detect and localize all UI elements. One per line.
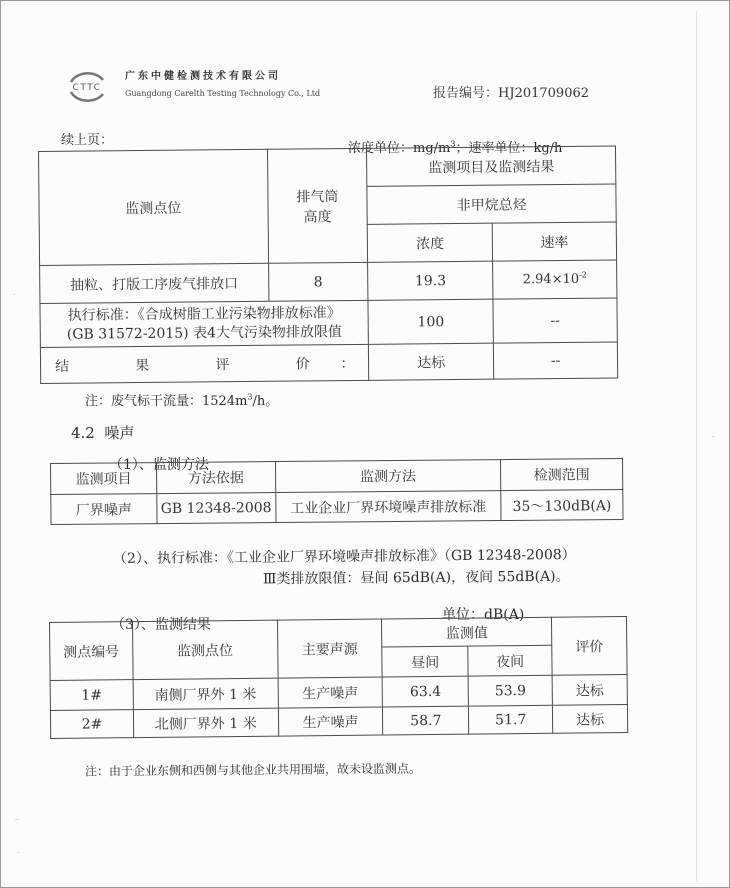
cell-point: 北侧厂界外 1 米 — [133, 708, 278, 738]
header-values: 监测值 — [382, 617, 552, 647]
header-group: 监测项目及监测结果 — [367, 146, 616, 186]
header-id: 测点编号 — [50, 622, 133, 681]
svg-text:CTTC: CTTC — [72, 83, 102, 93]
cell-range: 35～130dB(A) — [501, 490, 623, 521]
header-height: 排气筒 高度 — [267, 148, 368, 263]
report-number-value: HJ201709062 — [498, 86, 590, 101]
results-unit: 单位：dB(A) — [442, 607, 525, 623]
section-number: 4.2 — [71, 424, 95, 442]
scan-edge-line — [696, 11, 697, 881]
cell-conc: 19.3 — [368, 261, 493, 300]
cell-height: 8 — [268, 262, 368, 301]
conc-unit: 浓度单位：mg/m — [348, 141, 451, 156]
scan-artifact: · — [13, 291, 16, 299]
cell-point: 抽粒、打版工序废气排放口 — [40, 263, 269, 303]
exhaust-note: 注：废气标干流量：$1524m^3/h$。 — [85, 392, 279, 409]
cell-id: 1# — [50, 680, 133, 711]
header-method: 监测方法 — [275, 460, 501, 493]
scan-artifact: · — [712, 433, 715, 441]
cell-item: 厂界噪声 — [51, 494, 157, 525]
standard-conc: 100 — [368, 299, 493, 344]
table-row — [40, 260, 617, 304]
table-row — [51, 490, 623, 525]
noise-results-table — [49, 616, 628, 739]
header-range: 检测范围 — [501, 459, 623, 491]
cell-rate: $2.94\times 10^{-2}$ — [493, 260, 617, 299]
header-conc: 浓度 — [368, 223, 493, 262]
company-name-en: Guangdong Carelth Testing Technology Co., Ltd — [125, 89, 321, 98]
pollutant-name: 非甲烷总烃 — [367, 184, 616, 224]
header-eval: 评价 — [552, 616, 627, 675]
scan-artifact: -· — [15, 816, 20, 824]
section-heading — [71, 422, 134, 443]
evaluation-rate: -- — [493, 342, 617, 379]
results-heading: （3）、监测结果 — [111, 617, 211, 633]
evaluation-label: 结 果 评 价： — [40, 344, 369, 383]
cell-basis: GB 12348-2008 — [157, 493, 276, 524]
cell-point: 南侧厂界外 1 米 — [133, 678, 278, 710]
cell-source: 生产噪声 — [278, 677, 383, 708]
table-row — [50, 704, 627, 738]
cell-eval: 达标 — [552, 674, 627, 705]
cell-method: 工业企业厂界环境噪声排放标准 — [275, 491, 501, 523]
continued-label: 续上页： — [61, 133, 114, 148]
method-table — [50, 458, 624, 525]
header-source: 主要声源 — [277, 619, 382, 678]
header-point: 监测点位 — [132, 620, 277, 680]
cell-night: 51.7 — [469, 705, 553, 734]
scan-artifact: · — [17, 849, 20, 857]
standard-row — [40, 298, 617, 348]
cell-source: 生产噪声 — [278, 707, 383, 736]
header-item: 监测项目 — [51, 463, 157, 495]
standard-line-2: Ⅲ类排放限值：昼间 65dB(A)，夜间 55dB(A)。 — [262, 568, 570, 588]
cell-day: 58.7 — [383, 706, 469, 735]
cell-id: 2# — [50, 710, 133, 739]
header-point: 监测点位 — [39, 149, 269, 265]
standard-text: 执行标准：《合成树脂工业污染物排放标准》 (GB 31572-2015) 表4大气污染物排放限值 — [40, 300, 369, 347]
header-basis: 方法依据 — [156, 462, 275, 494]
method-heading: （1）、监测方法 — [109, 457, 209, 473]
rate-unit: ；速率单位：kg/h — [455, 141, 563, 156]
exhaust-table — [38, 145, 618, 384]
cell-eval: 达标 — [553, 704, 628, 733]
header-rate: 速率 — [492, 222, 616, 261]
header-day: 昼间 — [382, 646, 468, 677]
cell-day: 63.4 — [382, 676, 468, 707]
header-night: 夜间 — [468, 645, 552, 676]
cttc-logo-icon — [65, 68, 109, 104]
section-title: 噪声 — [104, 424, 135, 442]
company-name-cn: 广东中健检测技术有限公司 — [125, 71, 281, 82]
report-number — [433, 82, 589, 101]
standard-rate: -- — [493, 298, 617, 343]
conc-unit-sup: 3 — [450, 139, 456, 149]
evaluation-row — [40, 342, 617, 384]
report-number-label: 报告编号： — [433, 86, 499, 101]
standard-line-1: （2）、执行标准：《工业企业厂界环境噪声排放标准》（GB 12348-2008） — [112, 546, 576, 568]
results-note: 注：由于企业东侧和西侧与其他企业共用围墙，故未设监测点。 — [84, 761, 422, 779]
evaluation-conc: 达标 — [369, 343, 494, 380]
cell-night: 53.9 — [468, 675, 552, 706]
